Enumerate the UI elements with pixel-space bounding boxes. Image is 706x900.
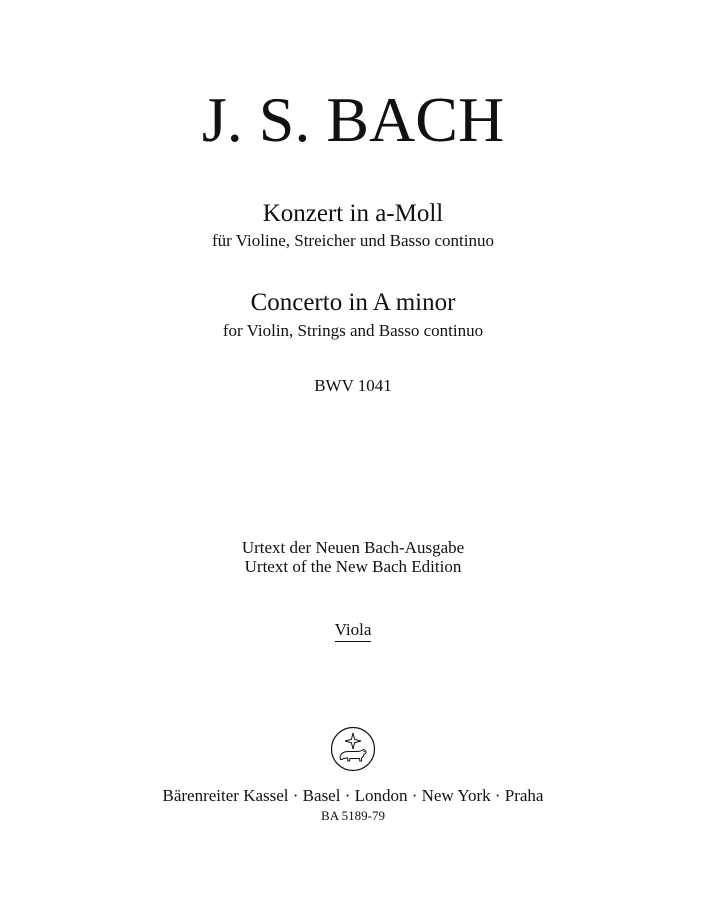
baerenreiter-bear-star-icon (330, 726, 376, 772)
urtext-note-english: Urtext of the New Bach Edition (244, 557, 462, 576)
work-subtitle-german: für Violine, Streicher und Basso continuo (212, 231, 494, 250)
urtext-note-german: Urtext der Neuen Bach-Ausgabe (241, 538, 465, 557)
composer-name: J. S. BACH (201, 84, 505, 155)
catalog-number: BWV 1041 (314, 376, 392, 395)
publisher-line: Bärenreiter Kassel · Basel · London · New York · Praha (162, 786, 544, 805)
work-subtitle-english: for Violin, Strings and Basso continuo (222, 321, 484, 340)
work-title-english: Concerto in A minor (250, 289, 456, 316)
part-label-container (0, 621, 706, 642)
work-title-german: Konzert in a-Moll (262, 200, 444, 227)
edition-number: BA 5189-79 (321, 808, 385, 823)
instrument-part-label: Viola (335, 621, 372, 642)
